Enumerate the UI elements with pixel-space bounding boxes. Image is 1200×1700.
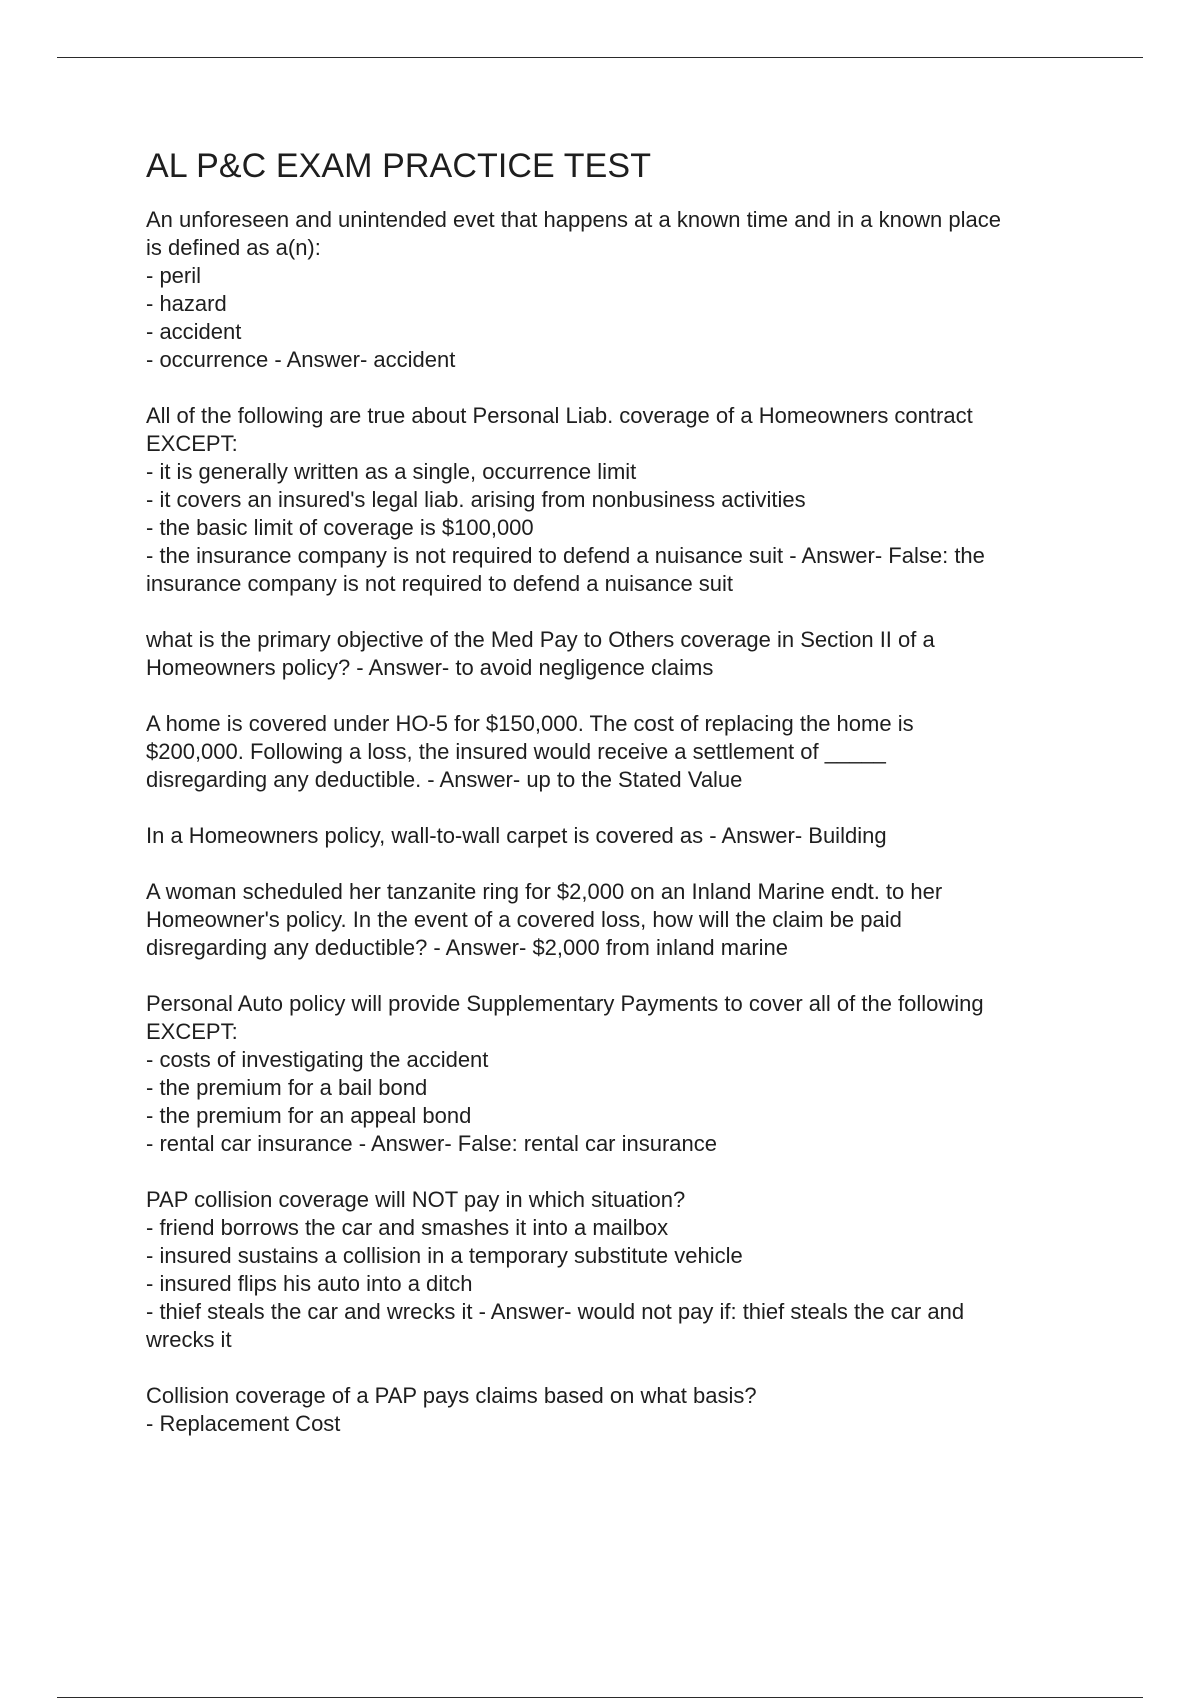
question-line: insurance company is not required to defend a nuisance suit	[146, 571, 734, 596]
question-line: - it is generally written as a single, occurrence limit	[146, 459, 637, 484]
question-line: - the premium for an appeal bond	[146, 1103, 472, 1128]
question-block	[146, 822, 1096, 850]
question-block	[146, 206, 1096, 374]
question-line: disregarding any deductible? - Answer- $2,000 from inland marine	[146, 935, 789, 960]
question-block	[146, 626, 1096, 682]
question-line: wrecks it	[146, 1327, 232, 1352]
question-line: - occurrence - Answer- accident	[146, 347, 456, 372]
question-line: An unforeseen and unintended evet that happens at a known time and in a known place	[146, 207, 1001, 232]
question-line: PAP collision coverage will NOT pay in which situation?	[146, 1187, 686, 1212]
question-line: EXCEPT:	[146, 431, 238, 456]
question-line: - costs of investigating the accident	[146, 1047, 489, 1072]
question-list	[146, 206, 1096, 1438]
question-line: - the basic limit of coverage is $100,000	[146, 515, 534, 540]
question-line: - the insurance company is not required to defend a nuisance suit - Answer- False: the	[146, 543, 985, 568]
question-line: - accident	[146, 319, 242, 344]
question-line: - insured flips his auto into a ditch	[146, 1271, 473, 1296]
question-block	[146, 990, 1096, 1158]
question-line: - peril	[146, 263, 202, 288]
question-line: All of the following are true about Personal Liab. coverage of a Homeowners contract	[146, 403, 973, 428]
question-block	[146, 710, 1096, 794]
question-line: Collision coverage of a PAP pays claims based on what basis?	[146, 1383, 757, 1408]
document-body	[146, 142, 1096, 1466]
question-line: In a Homeowners policy, wall-to-wall carpet is covered as - Answer- Building	[146, 823, 887, 848]
question-line: - insured sustains a collision in a temporary substitute vehicle	[146, 1243, 743, 1268]
question-line: A home is covered under HO-5 for $150,000. The cost of replacing the home is	[146, 711, 914, 736]
question-block	[146, 402, 1096, 598]
question-block	[146, 878, 1096, 962]
question-line: $200,000. Following a loss, the insured would receive a settlement of _____	[146, 739, 886, 764]
question-line: - Replacement Cost	[146, 1411, 341, 1436]
question-line: Homeowner's policy. In the event of a covered loss, how will the claim be paid	[146, 907, 902, 932]
question-block	[146, 1382, 1096, 1438]
question-line: what is the primary objective of the Med Pay to Others coverage in Section II of a	[146, 627, 935, 652]
question-line: Homeowners policy? - Answer- to avoid negligence claims	[146, 655, 714, 680]
question-line: EXCEPT:	[146, 1019, 238, 1044]
top-rule	[57, 57, 1143, 58]
question-line: A woman scheduled her tanzanite ring for $2,000 on an Inland Marine endt. to her	[146, 879, 943, 904]
question-line: - friend borrows the car and smashes it into a mailbox	[146, 1215, 669, 1240]
question-line: - it covers an insured's legal liab. arising from nonbusiness activities	[146, 487, 806, 512]
page-title: AL P&C EXAM PRACTICE TEST	[146, 147, 652, 185]
question-line: - thief steals the car and wrecks it - Answer- would not pay if: thief steals the car and	[146, 1299, 965, 1324]
question-line: Personal Auto policy will provide Supplementary Payments to cover all of the following	[146, 991, 984, 1016]
question-line: is defined as a(n):	[146, 235, 321, 260]
question-line: - the premium for a bail bond	[146, 1075, 428, 1100]
question-line: disregarding any deductible. - Answer- up to the Stated Value	[146, 767, 743, 792]
bottom-rule	[57, 1697, 1143, 1698]
question-line: - rental car insurance - Answer- False: rental car insurance	[146, 1131, 718, 1156]
question-block	[146, 1186, 1096, 1354]
question-line: - hazard	[146, 291, 227, 316]
